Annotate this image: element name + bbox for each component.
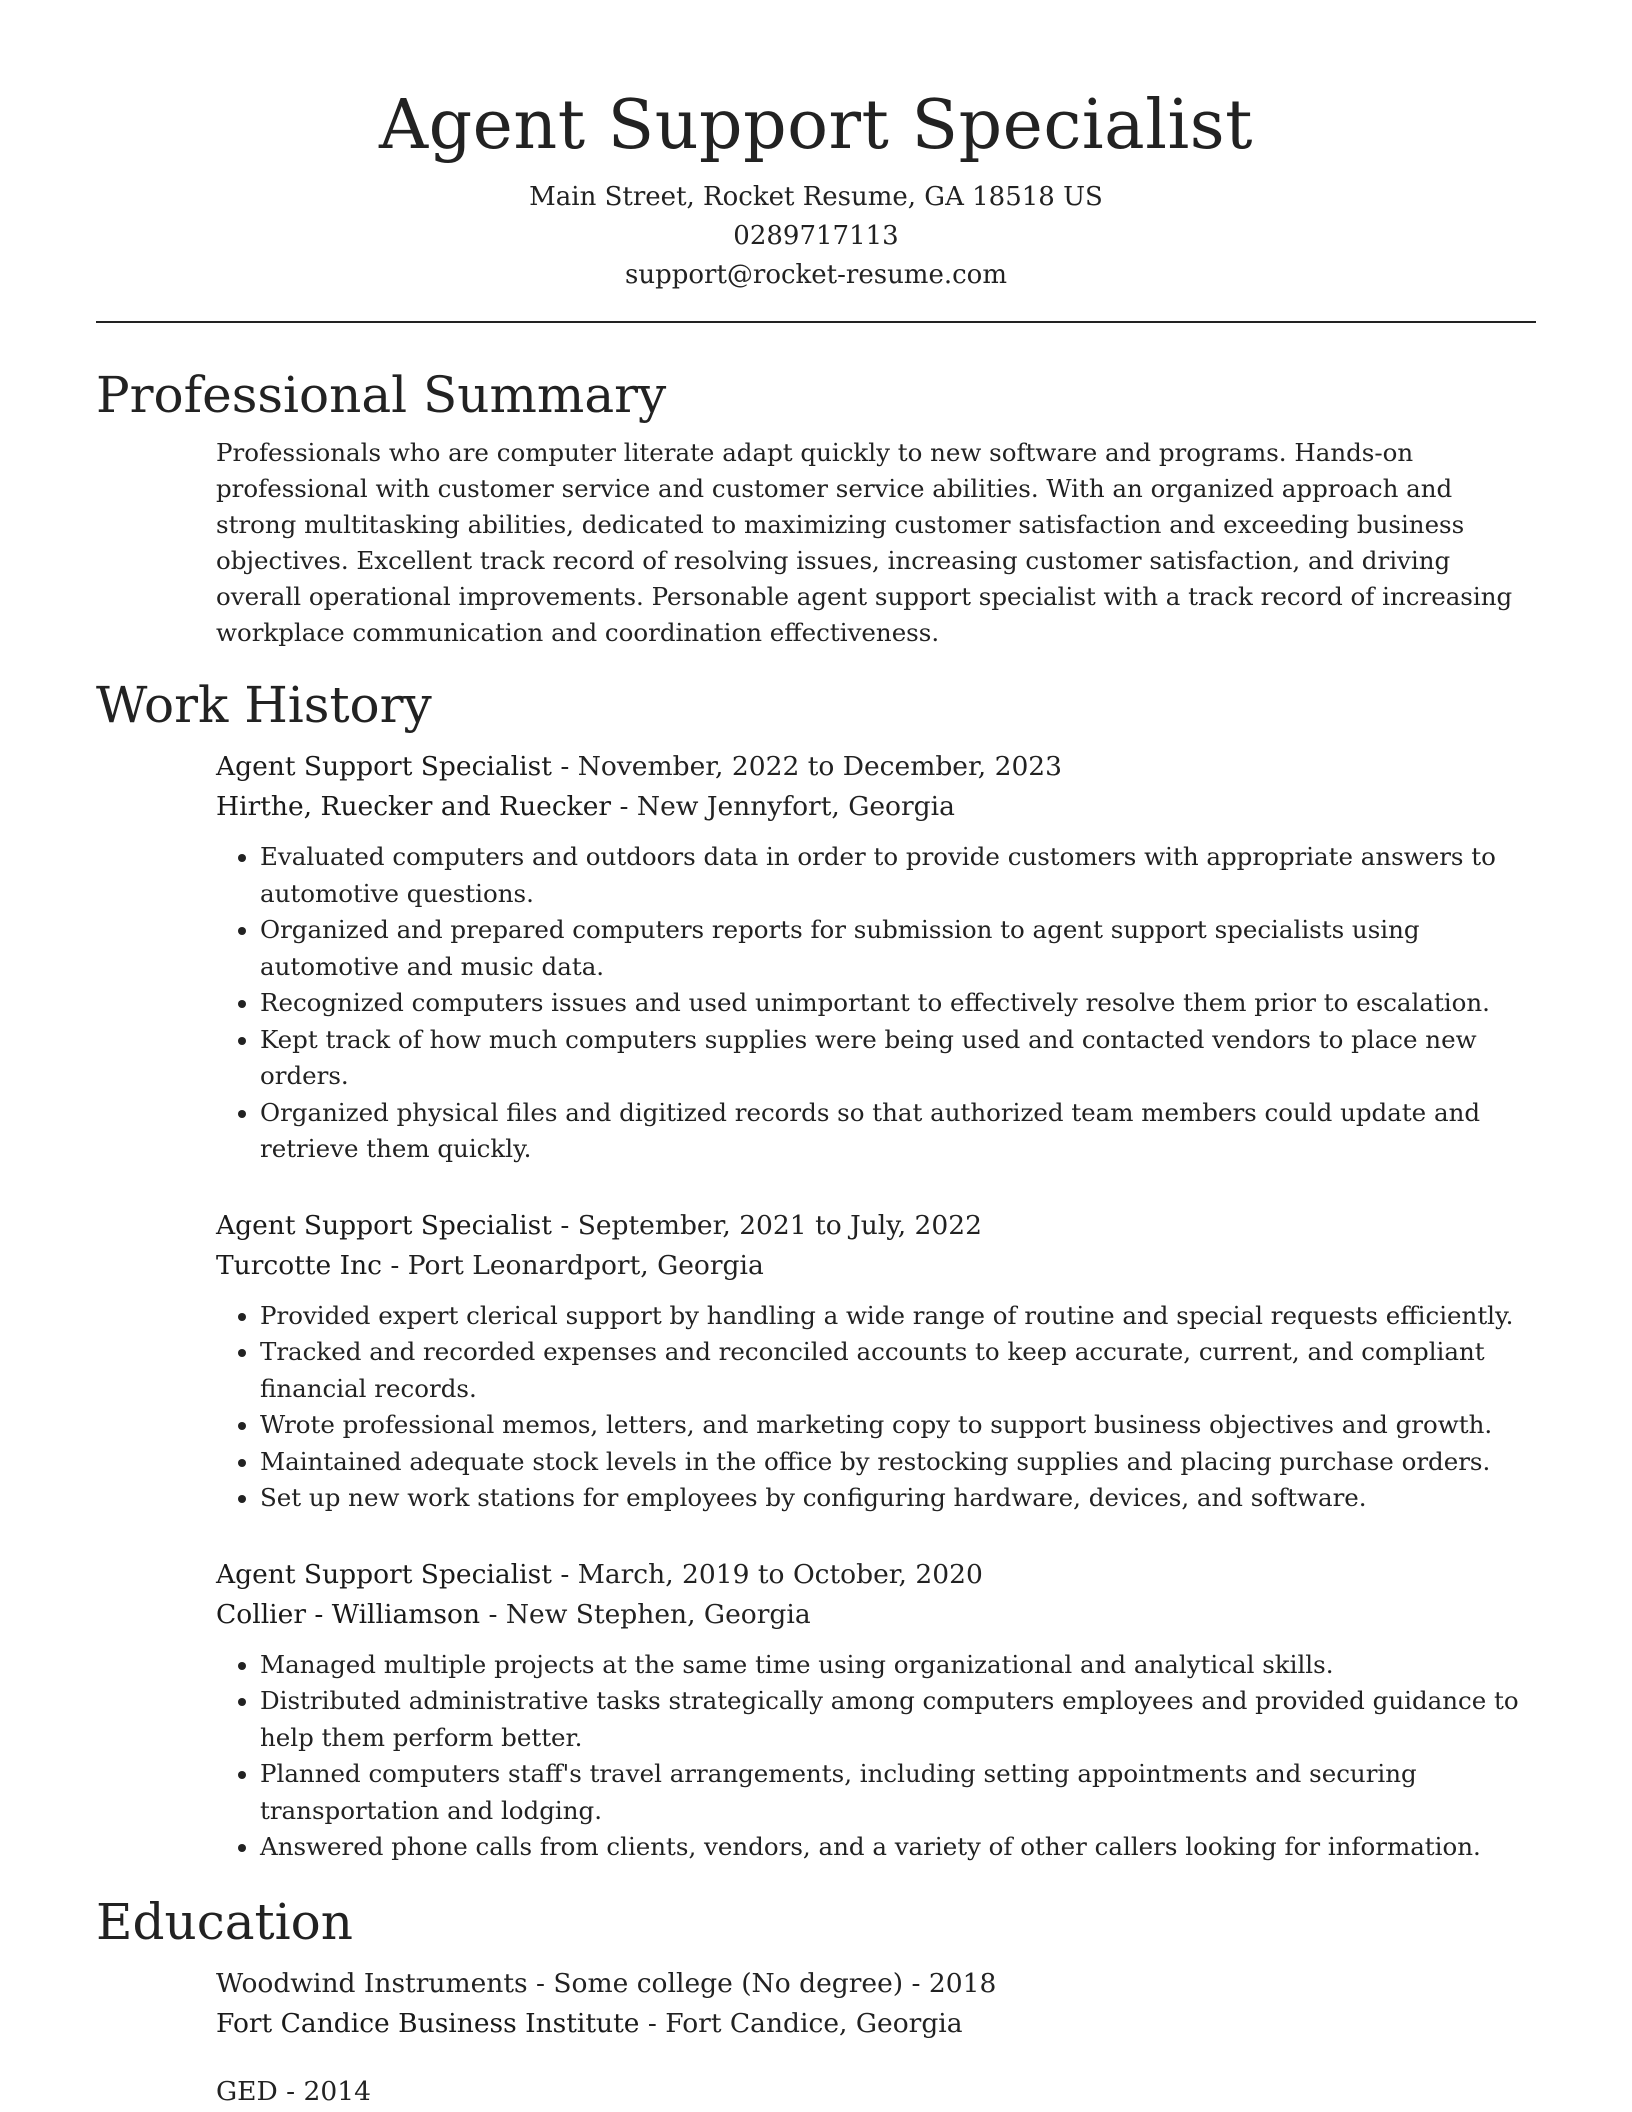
list-item: • Kept track of how much computers supplies were being used and contacted vendors to place new orders. [260,1022,1536,1095]
summary-text: Professionals who are computer literate adapt quickly to new software and programs. Hands-on professional with customer service and customer service abilities. With an organized approach and strong multitasking abilities, dedicated to maximizing customer satisfaction and exceeding business objectives. Excellent track record of resolving issues, increasing customer satisfaction, and driving overall operational improvements. Personable agent support specialist with a track record of increasing workplace communication and coordination effectiveness. [216,438,1513,647]
job-dates: - November, 2022 to December, 2023 [551,751,1063,782]
job-title-line [216,1206,1536,1246]
job-location: - Port Leonardport, Georgia [382,1249,764,1281]
summary-heading: Professional Summary [96,366,667,424]
resume-header [96,0,1536,295]
list-item: • Organized and prepared computers reports for submission to agent support specialists using automotive and music data. [260,912,1536,985]
job-duties-list [216,839,1536,1168]
email-address: support@rocket-resume.com [624,260,1007,290]
job-role: Agent Support Specialist [216,1558,552,1590]
list-item: • Evaluated computers and outdoors data in order to provide customers with appropriate answers to automotive questions. [260,839,1536,912]
job-entry [216,1206,1536,1517]
list-item: • Set up new work stations for employees by configuring hardware, devices, and software. [260,1480,1536,1517]
address: Main Street, Rocket Resume, GA 18518 US [529,182,1103,212]
job-dates: - September, 2021 to July, 2022 [551,1209,982,1241]
header-divider [96,321,1536,323]
phone-number: 0289717113 [733,221,899,251]
list-item: • Managed multiple projects at the same time using organizational and analytical skills. [260,1647,1536,1684]
education-location: - Fort Candice, Georgia [639,2007,963,2039]
list-item: • Distributed administrative tasks strategically among computers employees and provided guidance to help them perform better. [260,1683,1536,1756]
job-entry [216,1555,1536,1866]
list-item: • Wrote professional memos, letters, and marketing copy to support business objectives and growth. [260,1407,1536,1444]
list-item: • Maintained adequate stock levels in the office by restocking supplies and placing purchase orders. [260,1444,1536,1481]
job-title-line [216,747,1536,787]
job-company: Collier - Williamson [216,1598,481,1630]
job-entry [216,747,1536,1168]
job-location: - New Stephen, Georgia [480,1598,811,1630]
job-company: Turcotte Inc [216,1249,382,1281]
list-item: • Planned computers staff's travel arrangements, including setting appointments and securing transportation and lodging. [260,1756,1536,1829]
education-entry [216,1964,1536,2044]
list-item: • Recognized computers issues and used unimportant to effectively resolve them prior to escalation. [260,985,1536,1022]
job-dates: - March, 2019 to October, 2020 [551,1558,983,1590]
work-history-section [96,747,1536,1866]
work-history-heading: Work History [96,676,432,734]
education-degree-line: Woodwind Instruments - Some college (No degree) - 2018 [216,1967,997,1999]
list-item: • Organized physical files and digitized records so that authorized team members could update and retrieve them quickly. [260,1095,1536,1168]
education-school: Fort Candice Business Institute [216,2007,640,2039]
education-entry [216,2072,1536,2112]
job-role: Agent Support Specialist [216,1209,552,1241]
list-item: • Provided expert clerical support by handling a wide range of routine and special requests efficiently. [260,1298,1536,1335]
job-company-line [216,1246,1536,1286]
job-duties-list [216,1298,1536,1517]
resume-title: Agent Support Specialist [379,86,1253,165]
job-company-line [216,787,1536,827]
job-location: - New Jennyfort, Georgia [611,791,955,822]
list-item: • Tracked and recorded expenses and reconciled accounts to keep accurate, current, and compliant financial records. [260,1334,1536,1407]
job-company: Hirthe, Ruecker and Ruecker [216,791,612,822]
job-role: Agent Support Specialist [216,751,552,782]
education-degree-line: GED - 2014 [216,2075,372,2107]
job-duties-list [216,1647,1536,1866]
education-section [96,1964,1536,2112]
education-school-line [216,2004,1536,2044]
education-heading: Education [96,1892,353,1951]
list-item: • Answered phone calls from clients, vendors, and a variety of other callers looking for information. [260,1829,1536,1866]
job-title-line [216,1555,1536,1595]
job-company-line [216,1595,1536,1635]
summary-section [96,435,1536,651]
